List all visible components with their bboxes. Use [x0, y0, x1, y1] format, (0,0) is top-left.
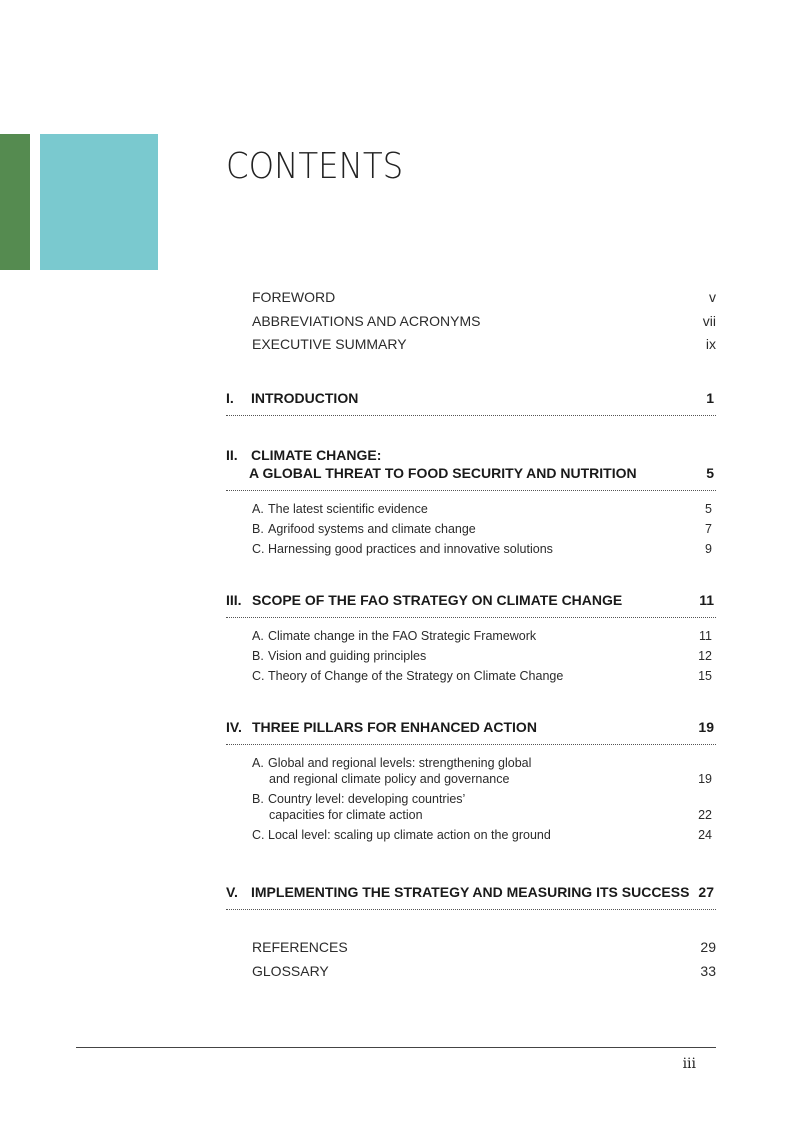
- section-title: IMPLEMENTING THE STRATEGY AND MEASURING ITS SUCCESS: [251, 884, 690, 900]
- toc-page-number: ix: [705, 336, 716, 352]
- toc-page-number: 27: [698, 884, 714, 900]
- decorative-green-bar: [0, 134, 30, 270]
- subentry-label-line2: and regional climate policy and governance: [269, 772, 510, 786]
- toc-section-3[interactable]: [226, 592, 716, 618]
- subentry-label: Climate change in the FAO Strategic Framework: [268, 629, 537, 643]
- subentry-letter: C.: [252, 828, 265, 842]
- subentry-letter: A.: [252, 629, 264, 643]
- toc-page-number: 1: [706, 390, 714, 406]
- toc-page-number: 11: [699, 629, 712, 643]
- toc-page-number: 15: [698, 669, 712, 683]
- toc-entry-label: EXECUTIVE SUMMARY: [252, 336, 407, 352]
- subentry-letter: B.: [252, 792, 264, 806]
- subentry-letter: C.: [252, 542, 265, 556]
- subentry-letter: B.: [252, 522, 264, 536]
- toc-page-number: 5: [705, 502, 712, 516]
- toc-page-number: 7: [705, 522, 712, 536]
- toc-page-number: 9: [705, 542, 712, 556]
- toc-section-1[interactable]: [226, 390, 716, 416]
- subentry-label: Harnessing good practices and innovative solutions: [268, 542, 553, 556]
- subentry-letter: C.: [252, 669, 265, 683]
- section-number: II.: [226, 447, 238, 463]
- section-title: INTRODUCTION: [251, 390, 359, 406]
- toc-page-number: v: [709, 289, 716, 305]
- subentry-label-line2: capacities for climate action: [269, 808, 423, 822]
- toc-section-2[interactable]: [226, 447, 716, 491]
- toc-page-number: vii: [702, 313, 716, 329]
- toc-entry-label: GLOSSARY: [252, 963, 329, 979]
- toc-entry-label: REFERENCES: [252, 939, 348, 955]
- toc-entry-label: ABBREVIATIONS AND ACRONYMS: [252, 313, 481, 329]
- subentry-label: Global and regional levels: strengthening global: [268, 756, 532, 770]
- toc-entry-label: FOREWORD: [252, 289, 336, 305]
- subentry-label: Country level: developing countries’: [268, 792, 466, 806]
- section-title: THREE PILLARS FOR ENHANCED ACTION: [252, 719, 537, 735]
- subentry-label: Theory of Change of the Strategy on Climate Change: [268, 669, 564, 683]
- toc-page-number: 19: [698, 772, 712, 786]
- section-title-line2: A GLOBAL THREAT TO FOOD SECURITY AND NUTRITION: [249, 465, 637, 481]
- section-number: I.: [226, 390, 234, 406]
- section-number: III.: [226, 592, 242, 608]
- toc-page-number: 22: [698, 808, 712, 822]
- toc-section-4[interactable]: [226, 719, 716, 745]
- section-title: CLIMATE CHANGE:: [251, 447, 382, 463]
- section-number: V.: [226, 884, 238, 900]
- subentry-letter: A.: [252, 502, 264, 516]
- page-number: iii: [682, 1056, 696, 1072]
- toc-section-5[interactable]: [226, 884, 716, 910]
- toc-page-number: 29: [700, 939, 716, 955]
- subentry-label: The latest scientific evidence: [268, 502, 428, 516]
- footer-divider: [76, 1047, 716, 1048]
- decorative-teal-block: [40, 134, 158, 270]
- toc-page-number: 19: [698, 719, 714, 735]
- toc-page-number: 11: [699, 592, 714, 608]
- toc-page-number: 24: [698, 828, 712, 842]
- subentry-letter: A.: [252, 756, 264, 770]
- subentry-label: Local level: scaling up climate action on the ground: [268, 828, 551, 842]
- toc-page-number: 33: [700, 963, 716, 979]
- section-title: SCOPE OF THE FAO STRATEGY ON CLIMATE CHANGE: [252, 592, 623, 608]
- subentry-letter: B.: [252, 649, 264, 663]
- section-number: IV.: [226, 719, 242, 735]
- toc-page-number: 5: [706, 465, 714, 481]
- page-title: CONTENTS: [226, 146, 404, 187]
- subentry-label: Agrifood systems and climate change: [268, 522, 476, 536]
- subentry-label: Vision and guiding principles: [268, 649, 427, 663]
- toc-page-number: 12: [698, 649, 712, 663]
